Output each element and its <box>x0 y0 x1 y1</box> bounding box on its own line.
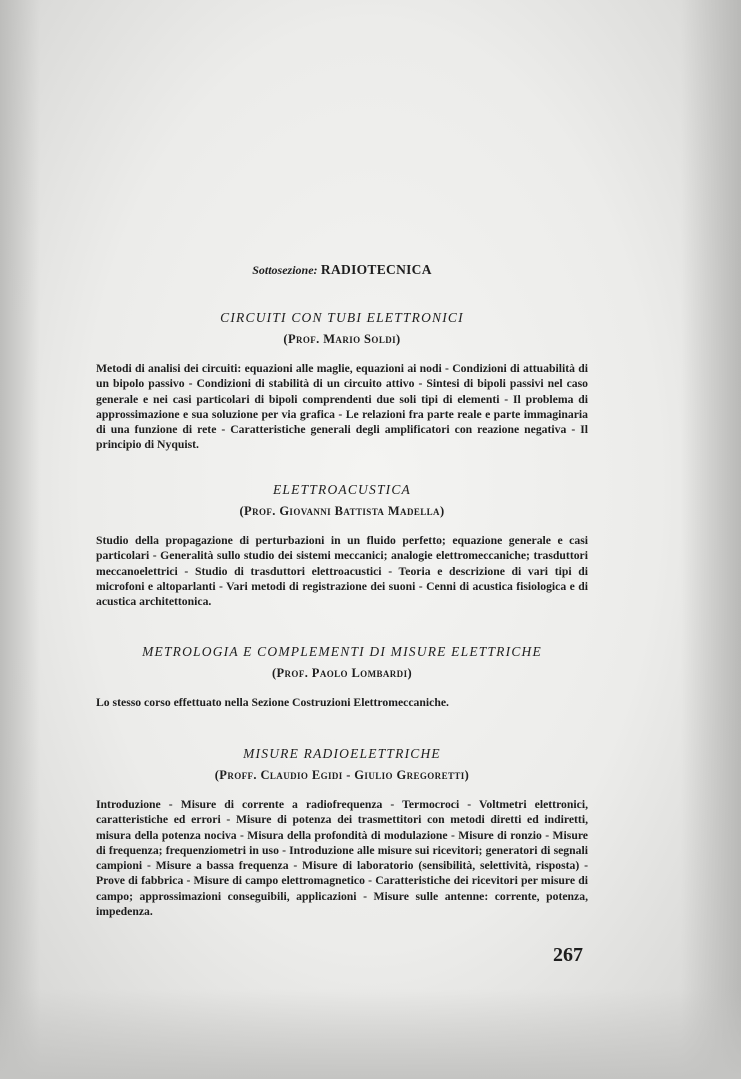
page-shadow-right <box>681 0 741 1079</box>
course-section <box>96 482 588 609</box>
course-section <box>96 310 588 453</box>
course-description: Metodi di analisi dei circuiti: equazioni alle maglie, equazioni ai nodi - Condizioni di attuabilità di un bipolo passivo - Condizioni di stabilità di un circuito attivo - Sintesi di bipoli passivi nel caso generale e nei casi particolari di bipoli comprendenti due soli tipi di elementi - Il problema di approssimazione e sua soluzione per via grafica - Le relazioni fra parte reale e parte immaginaria di una funzione di rete - Caratteristiche generali degli amplificatori con reazione negativa - Il principio di Nyquist. <box>96 362 588 452</box>
course-description: Lo stesso corso effettuato nella Sezione Costruzioni Elettromeccaniche. <box>96 696 449 709</box>
course-professor: (Proff. Claudio Egidi - Giulio Gregoretti) <box>214 768 470 782</box>
page-shadow-left <box>0 0 40 1079</box>
subsection-label: Sottosezione: <box>252 263 318 277</box>
course-title: MISURE RADIOELETTRICHE <box>243 746 441 761</box>
course-professor: (Prof. Mario Soldi) <box>283 332 401 346</box>
course-description: Introduzione - Misure di corrente a radiofrequenza - Termocroci - Voltmetri elettronici, caratteristiche ed errori - Misure di potenza dei trasmettitori con metodi diretti ed indiretti, misura della potenza nociva - Misura della profondità di modulazione - Misure di ronzio - Misure di frequenza; frequenziometri in uso - Introduzione alle misure sui ricevitori; generatori di segnali campioni - Misure a bassa frequenza - Misure di laboratorio (sensibilità, selettività, risposta) - Prove di fabbrica - Misure di campo elettromagnetico - Caratteristiche dei ricevitori per misure di campo; approssimazioni conseguibili, applicazioni - Misure sulle antenne: corrente, potenza, impedenza. <box>96 798 588 919</box>
course-section <box>96 644 588 710</box>
page-number: 267 <box>553 944 583 966</box>
course-title: ELETTROACUSTICA <box>272 482 412 497</box>
course-professor: (Prof. Giovanni Battista Madella) <box>239 504 445 518</box>
course-professor: (Prof. Paolo Lombardi) <box>271 666 413 680</box>
subsection-heading <box>96 262 588 278</box>
page-content <box>96 262 588 919</box>
course-description: Studio della propagazione di perturbazioni in un fluido perfetto; equazione generale e casi particolari - Generalità sullo studio dei sistemi meccanici; analogie elettromeccaniche; trasduttori meccanoelettrici - Studio di trasduttori elettroacustici - Teoria e descrizione di vari tipi di microfoni e altoparlanti - Vari metodi di registrazione dei suoni - Cenni di acustica fisiologica e di acustica architettonica. <box>96 534 588 609</box>
page-shadow-bottom <box>0 989 741 1079</box>
course-title: METROLOGIA E COMPLEMENTI DI MISURE ELETTRICHE <box>142 644 542 659</box>
subsection-value: RADIOTECNICA <box>320 262 432 277</box>
course-section <box>96 746 588 919</box>
course-title: CIRCUITI CON TUBI ELETTRONICI <box>220 310 464 325</box>
